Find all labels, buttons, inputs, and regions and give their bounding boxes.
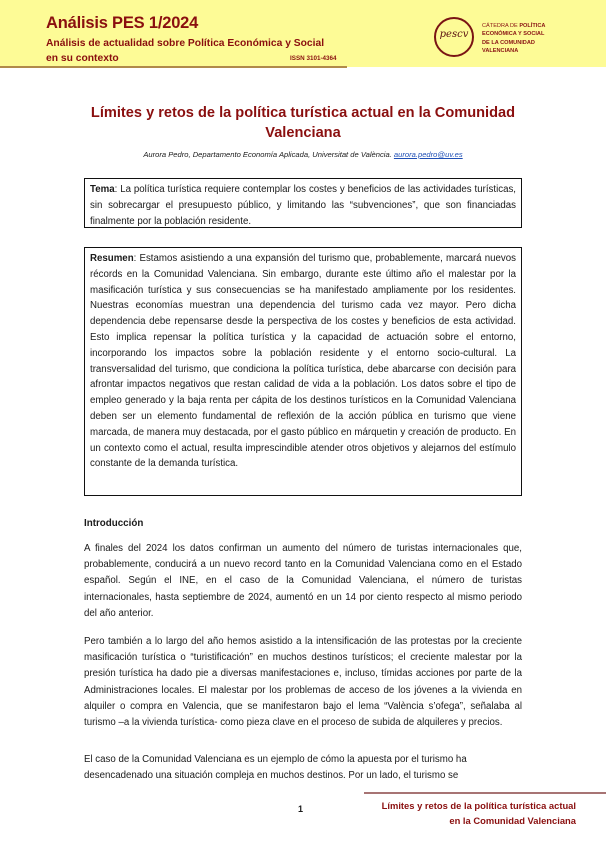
resumen-label: Resumen [90,253,134,264]
tema-text: : La política turística requiere contemplar los costes y beneficios de las actividades turísticas, sin sobrecargar el presupuesto público, y limitando las “subvenciones”, que son financiadas finalmente por la población residente. [90,184,516,227]
section-heading-introduccion: Introducción [84,518,144,529]
tema-box [84,178,522,228]
issn-label: ISSN 3101-4364 [290,55,337,62]
footer-divider [364,792,606,794]
paragraph: A finales del 2024 los datos confirman un aumento del número de turistas internacionales que, probablemente, conducirá a un nuevo record tanto en la Comunidad Valenciana como en el Estado español. Según el INE, en el caso de la Comunidad Valenciana, el número de turistas internacionales, hasta septiembre de 2024, aumentó en un 14 por ciento respecto al mismo periodo del año anterior. [84,543,522,619]
chair-name [482,22,545,56]
resumen-box [84,247,522,496]
header-divider [0,66,347,68]
author-affiliation: Aurora Pedro, Departamento Economía Aplicada, Universitat de València. [143,150,394,159]
page-number: 1 [298,804,304,814]
chair-line-4: VALENCIANA [482,48,519,55]
logo-text: pescv [439,29,469,40]
document-title: Límites y retos de la política turística actual en la Comunidad Valenciana [90,105,516,141]
author-email-link[interactable]: aurora.pedro@uv.es [393,150,463,159]
series-subtitle: Análisis de actualidad sobre Política Económica y Social en su contexto [46,38,325,64]
chair-line-2: ECONÓMICA Y SOCIAL [482,31,545,38]
tema-label: Tema [90,184,115,195]
series-title: Análisis PES 1/2024 [46,14,199,32]
chair-line-3: DE LA COMUNIDAD [482,39,535,46]
paragraph: El caso de la Comunidad Valenciana es un ejemplo de cómo la apuesta por el turismo ha desencadenado una situación compleja en muchos destinos. Por un lado, el turismo se [84,754,467,782]
chair-line-1-bold: POLÍTICA [519,23,546,29]
author-line [60,150,546,159]
resumen-text: : Estamos asistiendo a una expansión del turismo que, probablemente, marcará nuevos récords en la Comunidad Valenciana. Sin embargo, durante este último año el malestar por la masificación turística y sus consecuencias se ha manifestado ampliamente por los residentes. Nuestras economías muestran una dependencia del turismo cada vez mayor. Pero dicha dependencia debe repensarse desde la perspectiva de los costes y beneficios de esta actividad. Esto implica repensar la política turística y la capacidad de actuación sobre el entorno, incorporando los impactos sobre la población residente y el entorno socio-cultural. La transversalidad del turismo, que condiciona la política turística, debe abarcarse con decisión para afrontar impactos negativos que restan calidad de vida a la población. Los datos sobre el tipo de empleo generado y la baja renta per cápita de los destinos turísticos en la Comunidad Valenciana deben ser un elemento fundamental de reflexión de la acción pública en turismo que viene marcada, de manera muy destacada, por el gasto público en márquetin y creación de producto. En un contexto como el actual, resulta imprescindible atender otros objetivos y alejarnos del estímulo constante de la demanda turística. [90,253,516,470]
chair-line-1: CÁTEDRA DE [482,23,520,29]
footer-running-title: Límites y retos de la política turística actual en la Comunidad Valenciana [381,800,576,826]
paragraph: Pero también a lo largo del año hemos asistido a la intensificación de las protestas por la creciente masificación turística o “turistificación” en muchos destinos turísticos; el creciente malestar por la presión turística ha dado pie a diversas manifestaciones e, incluso, tímidas acciones por parte de la Administraciones locales. El malestar por los problemas de acceso de los jóvenes a la vivienda en alquiler o compra en Valencia, que se manifestaron bajo el lema “València s’ofega”, señalaba al turismo –a la vivienda turística- como pieza clave en el proceso de subida de alquileres y precios. [84,636,522,729]
